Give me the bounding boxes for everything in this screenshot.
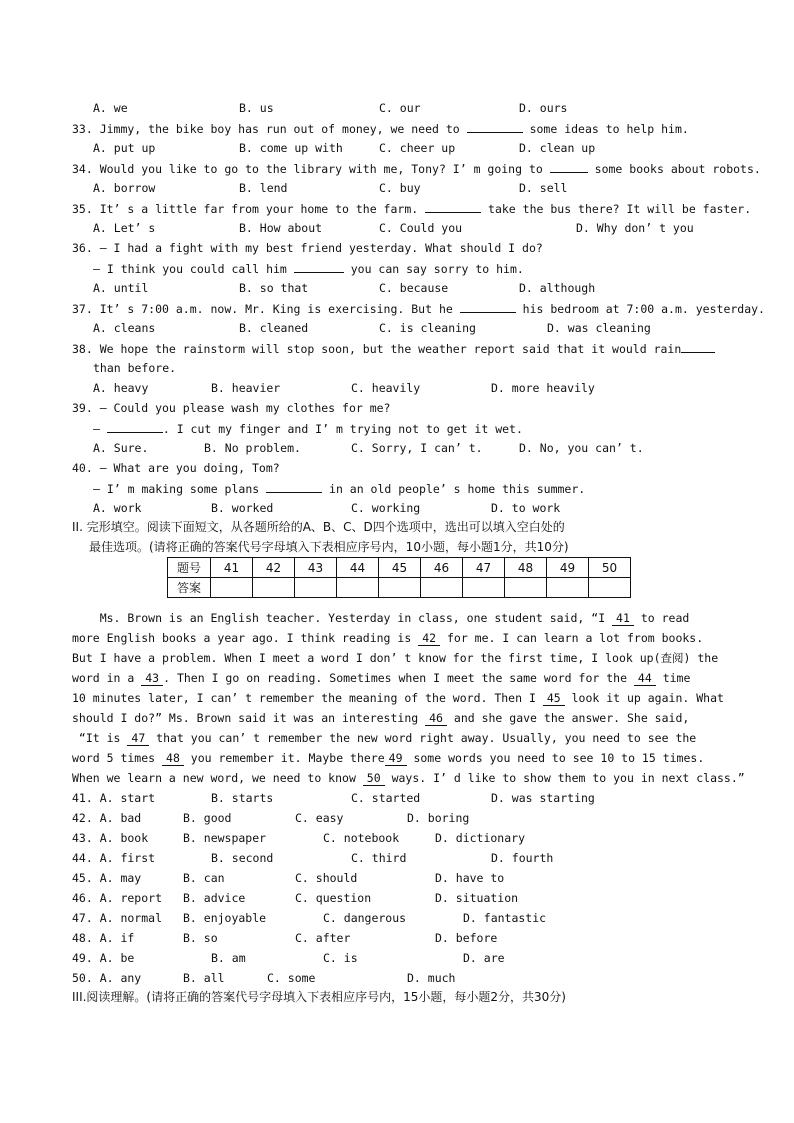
- blank-45: 45: [543, 691, 565, 706]
- q49-option-c: C. is: [323, 951, 358, 965]
- q36-option-b: B. so that: [239, 281, 309, 295]
- passage-line: word 5 times 48 you remember it. Maybe there 49 some words you need to see 10 to 15 times.: [72, 751, 705, 765]
- q38-option-a: A. heavy: [93, 381, 149, 395]
- q40-option-b: B. worked: [211, 501, 274, 515]
- q34-blank: [550, 161, 588, 173]
- table-number-cell: 44: [337, 558, 379, 578]
- q38-option-c: C. heavily: [351, 381, 421, 395]
- q40-line2: — I’ m making some plans in an old people’ s home this summer.: [93, 482, 586, 496]
- q34-option-b: B. lend: [239, 181, 288, 195]
- table-number-cell: 41: [211, 558, 253, 578]
- q44-option-b: B. second: [211, 851, 274, 865]
- answer-cell[interactable]: [379, 578, 421, 598]
- passage-line: more English books a year ago. I think reading is 42 for me. I can learn a lot from books.: [72, 631, 704, 645]
- q33-option-a: A. put up: [93, 141, 156, 155]
- q40-option-a: A. work: [93, 501, 142, 515]
- table-number-cell: 42: [253, 558, 295, 578]
- q46-option-a: 46. A. report: [72, 891, 163, 905]
- q44-option-c: C. third: [351, 851, 407, 865]
- q41-option-b: B. starts: [211, 791, 274, 805]
- q33-option-d: D. clean up: [519, 141, 596, 155]
- q46-option-c: C. question: [295, 891, 372, 905]
- q42-option-a: 42. A. bad: [72, 811, 142, 825]
- section3-title: III.阅读理解。(请将正确的答案代号字母填入下表相应序号内，15小题，每小题2分，共30分): [72, 990, 566, 1004]
- q46-option-b: B. advice: [183, 891, 246, 905]
- passage-line: Ms. Brown is an English teacher. Yesterday in class, one student said, “I 41 to read: [72, 611, 690, 625]
- q35-option-d: D. Why don’ t you: [576, 221, 694, 235]
- table-header-label: 题号: [168, 558, 211, 578]
- answer-table-header-row: [168, 558, 631, 578]
- q34-stem: 34. Would you like to go to the library with me, Tony? I’ m going to some books about robots.: [72, 162, 761, 176]
- q47-option-a: 47. A. normal: [72, 911, 163, 925]
- q33-option-c: C. cheer up: [379, 141, 456, 155]
- answer-table: [167, 557, 631, 598]
- q38-option-d: D. more heavily: [491, 381, 595, 395]
- q48-option-d: D. before: [435, 931, 498, 945]
- passage-line: When we learn a new word, we need to know 50 ways. I’ d like to show them to you in next class.”: [72, 771, 745, 785]
- passage-line: should I do?” Ms. Brown said it was an interesting 46 and she gave the answer. She said,: [72, 711, 690, 725]
- q32-option-c: C. our: [379, 101, 421, 115]
- table-number-cell: 48: [505, 558, 547, 578]
- table-number-cell: 46: [421, 558, 463, 578]
- q49-option-d: D. are: [463, 951, 505, 965]
- q37-option-a: A. cleans: [93, 321, 156, 335]
- q35-stem: 35. It’ s a little far from your home to the farm. take the bus there? It will be faster.: [72, 202, 752, 216]
- q45-option-b: B. can: [183, 871, 225, 885]
- section2-title-line1: II. 完形填空。阅读下面短文，从各题所给的A、B、C、D四个选项中，选出可以填入空白处的: [72, 520, 565, 534]
- q36-option-a: A. until: [93, 281, 149, 295]
- blank-48: 48: [162, 751, 184, 766]
- q36-line2: — I think you could call him you can say sorry to him.: [93, 262, 524, 276]
- q39-option-d: D. No, you can’ t.: [519, 441, 644, 455]
- q32-option-a: A. we: [93, 101, 128, 115]
- passage-line: word in a 43 . Then I go on reading. Sometimes when I meet the same word for the 44 time: [72, 671, 691, 685]
- q45-option-d: D. have to: [435, 871, 505, 885]
- q34-option-c: C. buy: [379, 181, 421, 195]
- q39-option-c: C. Sorry, I can’ t.: [351, 441, 483, 455]
- blank-43: 43: [141, 671, 163, 686]
- q37-option-d: D. was cleaning: [547, 321, 651, 335]
- answer-cell[interactable]: [295, 578, 337, 598]
- q43-option-c: C. notebook: [323, 831, 400, 845]
- q33-option-b: B. come up with: [239, 141, 343, 155]
- q38-line1: 38. We hope the rainstorm will stop soon, but the weather report said that it would rain: [72, 341, 715, 356]
- q42-option-c: C. easy: [295, 811, 344, 825]
- q46-option-d: D. situation: [435, 891, 519, 905]
- q36-option-d: D. although: [519, 281, 596, 295]
- blank-42: 42: [418, 631, 440, 646]
- q47-option-c: C. dangerous: [323, 911, 407, 925]
- q32-option-b: B. us: [239, 101, 274, 115]
- q35-blank: [425, 201, 481, 213]
- q41-option-a: 41. A. start: [72, 791, 156, 805]
- blank-47: 47: [127, 731, 149, 746]
- q50-option-a: 50. A. any: [72, 971, 142, 985]
- q32-option-d: D. ours: [519, 101, 568, 115]
- q41-option-c: C. started: [351, 791, 421, 805]
- q35-option-b: B. How about: [239, 221, 323, 235]
- q34-option-a: A. borrow: [93, 181, 156, 195]
- q36-line1: 36. — I had a fight with my best friend yesterday. What should I do?: [72, 241, 543, 255]
- q34-option-d: D. sell: [519, 181, 568, 195]
- table-number-cell: 50: [589, 558, 631, 578]
- q33-blank: [467, 121, 523, 133]
- table-answer-label: 答案: [168, 578, 211, 598]
- q40-blank: [266, 481, 322, 493]
- q41-option-d: D. was starting: [491, 791, 595, 805]
- answer-cell[interactable]: [211, 578, 253, 598]
- q43-option-d: D. dictionary: [435, 831, 526, 845]
- q38-option-b: B. heavier: [211, 381, 281, 395]
- q48-option-c: C. after: [295, 931, 351, 945]
- q49-option-b: B. am: [211, 951, 246, 965]
- q40-option-c: C. working: [351, 501, 421, 515]
- q37-option-b: B. cleaned: [239, 321, 309, 335]
- q36-option-c: C. because: [379, 281, 449, 295]
- q47-option-d: D. fantastic: [463, 911, 547, 925]
- blank-50: 50: [363, 771, 385, 786]
- q37-stem: 37. It’ s 7:00 a.m. now. Mr. King is exercising. But he his bedroom at 7:00 a.m. yesterday.: [72, 302, 765, 316]
- q39-option-b: B. No problem.: [204, 441, 301, 455]
- table-number-cell: 47: [463, 558, 505, 578]
- q35-option-a: A. Let’ s: [93, 221, 156, 235]
- q43-option-b: B. newspaper: [183, 831, 267, 845]
- q48-option-a: 48. A. if: [72, 931, 135, 945]
- answer-cell[interactable]: [337, 578, 379, 598]
- q33-stem: 33. Jimmy, the bike boy has run out of money, we need to some ideas to help him.: [72, 122, 689, 136]
- q42-option-d: D. boring: [407, 811, 470, 825]
- answer-cell[interactable]: [253, 578, 295, 598]
- q39-option-a: A. Sure.: [93, 441, 149, 455]
- answer-cell[interactable]: [547, 578, 589, 598]
- blank-49: 49: [385, 751, 407, 766]
- blank-46: 46: [425, 711, 447, 726]
- answer-cell[interactable]: [463, 578, 505, 598]
- q37-option-c: C. is cleaning: [379, 321, 476, 335]
- section2-title-line2: 最佳选项。(请将正确的答案代号字母填入下表相应序号内，10小题，每小题1分，共10分): [89, 540, 569, 554]
- q49-option-a: 49. A. be: [72, 951, 135, 965]
- q44-option-a: 44. A. first: [72, 851, 156, 865]
- q47-option-b: B. enjoyable: [183, 911, 267, 925]
- q40-option-d: D. to work: [491, 501, 561, 515]
- q37-blank: [460, 301, 516, 313]
- q50-option-c: C. some: [267, 971, 316, 985]
- passage-line: 10 minutes later, I can’ t remember the meaning of the word. Then I 45 look it up again. What: [72, 691, 724, 705]
- q43-option-a: 43. A. book: [72, 831, 149, 845]
- answer-table-answer-row: [168, 578, 631, 598]
- blank-44: 44: [634, 671, 656, 686]
- q38-blank: [681, 341, 715, 353]
- passage-line: But I have a problem. When I meet a word I don’ t know for the first time, I look up(查阅) the: [72, 651, 719, 665]
- q35-option-c: C. Could you: [379, 221, 463, 235]
- q39-line2: — . I cut my finger and I’ m trying not to get it wet.: [93, 422, 523, 436]
- q45-option-c: C. should: [295, 871, 358, 885]
- q48-option-b: B. so: [183, 931, 218, 945]
- blank-41: 41: [612, 611, 634, 626]
- q44-option-d: D. fourth: [491, 851, 554, 865]
- passage-line: “It is 47 that you can’ t remember the new word right away. Usually, you need to see the: [72, 731, 697, 745]
- q40-line1: 40. — What are you doing, Tom?: [72, 461, 280, 475]
- q39-blank: [107, 421, 163, 433]
- q36-blank: [294, 261, 344, 273]
- q45-option-a: 45. A. may: [72, 871, 142, 885]
- table-number-cell: 43: [295, 558, 337, 578]
- table-number-cell: 45: [379, 558, 421, 578]
- q38-line2: than before.: [93, 361, 177, 375]
- answer-cell[interactable]: [589, 578, 631, 598]
- q50-option-b: B. all: [183, 971, 225, 985]
- q39-line1: 39. — Could you please wash my clothes for me?: [72, 401, 391, 415]
- answer-cell[interactable]: [505, 578, 547, 598]
- table-number-cell: 49: [547, 558, 589, 578]
- answer-cell[interactable]: [421, 578, 463, 598]
- q50-option-d: D. much: [407, 971, 456, 985]
- q42-option-b: B. good: [183, 811, 232, 825]
